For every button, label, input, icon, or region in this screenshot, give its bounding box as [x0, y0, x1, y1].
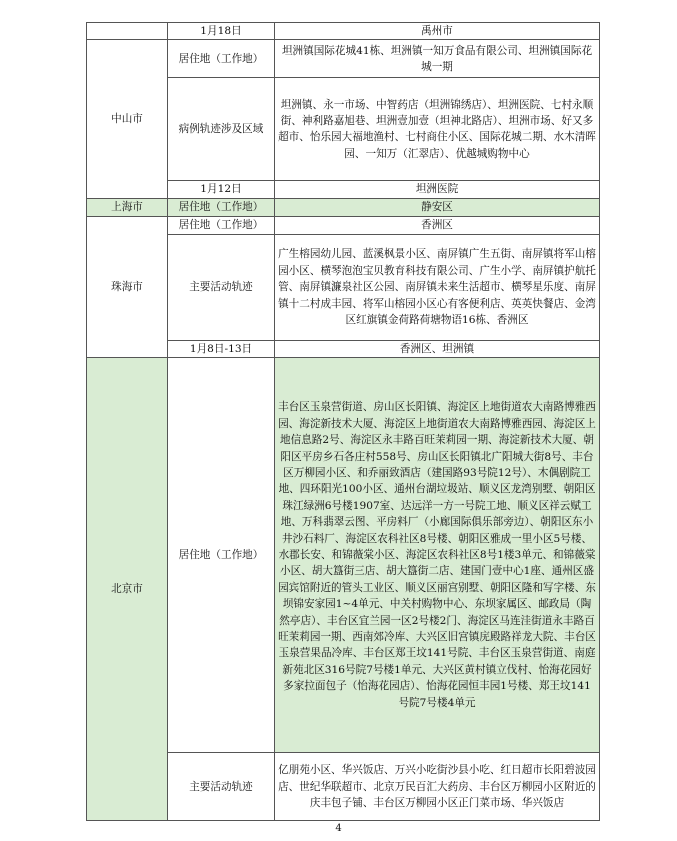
table-row: [87, 358, 600, 753]
place-cell: 坦洲医院: [275, 181, 600, 198]
category-cell: 病例轨迹涉及区域: [168, 78, 275, 181]
page-number: 4: [335, 823, 342, 834]
category-cell: 主要活动轨迹: [168, 234, 275, 340]
detail-cell: 坦洲镇、永一市场、中智药店（坦洲锦绣店）、坦洲医院、七村永顺街、神利路嘉旭巷、坦洲壹加壹（坦神北路店）、坦洲市场、好又多超市、怡乐园大福地渔村、七村商住小区、国际花城二期、水木清晖园、一知万（汇翠店）、优越城购物中心: [275, 78, 600, 181]
date-cell: 1月12日: [168, 181, 275, 198]
place-cell: 香洲区、坦洲镇: [275, 340, 600, 357]
case-table: [86, 22, 600, 821]
empty-cell: [87, 23, 168, 40]
category-cell: 居住地（工作地）: [168, 198, 275, 216]
category-cell: 居住地（工作地）: [168, 358, 275, 753]
table-row: [87, 216, 600, 234]
table-row: [87, 40, 600, 78]
city-zhuhai: 珠海市: [87, 216, 168, 357]
city-beijing: 北京市: [87, 358, 168, 821]
city-shanghai: 上海市: [87, 198, 168, 216]
category-cell: 主要活动轨迹: [168, 753, 275, 821]
category-cell: 居住地（工作地）: [168, 216, 275, 234]
detail-cell: 静安区: [275, 198, 600, 216]
date-cell: 1月8日-13日: [168, 340, 275, 357]
date-cell: 1月18日: [168, 23, 275, 40]
detail-cell: 坦洲镇国际花城41栋、坦洲镇一知万食品有限公司、坦洲镇国际花城一期: [275, 40, 600, 78]
city-zhongshan: 中山市: [87, 40, 168, 198]
place-cell: 禹州市: [275, 23, 600, 40]
table-row-highlight: [87, 198, 600, 216]
detail-cell: 香洲区: [275, 216, 600, 234]
category-cell: 居住地（工作地）: [168, 40, 275, 78]
detail-cell: 广生榕园幼儿园、蓝溪枫景小区、南屏镇广生五街、南屏镇将军山榕园小区、横琴泡泡宝贝教育科技有限公司、广生小学、南屏镇护航托管、南屏镇濂泉社区公园、南屏镇未来生活超市、横琴星乐度、南屏镇十二村成丰园、将军山榕园小区心有客便利店、英英快餐店、金湾区红旗镇金荷路荷塘物语16栋、香洲区: [275, 234, 600, 340]
detail-cell: 丰台区玉泉营街道、房山区长阳镇、海淀区上地街道农大南路博雅西园、海淀新技术大厦、海淀区上地街道农大南路博雅西园、海淀区上地信息路2号、海淀区永丰路百旺茉莉园一期、海淀新技术大厦、朝阳区平房乡石各庄村558号、房山区长阳镇北广阳城大街8号、丰台区万柳园小区、和乔丽致酒店（建国路93号院12号）、木偶剧院工地、四环阳光100小区、通州台湖垃圾站、顺义区龙湾别墅、朝阳区珠江绿洲6号楼1907室、达远洋一方一号院工地、顺义区祥云赋工地、万科翡翠云图、平房料厂（小廊国际俱乐部旁边）、朝阳区东小井沙石料厂、海淀区农科社区8号楼、朝阳区雅成一里小区5号楼、水郡长安、和锦薇棠小区、海淀区农科社区8号1楼3单元、和锦薇棠小区、胡大簋街三店、胡大簋街二店、建国门壹中心1座、通州区盛园宾馆附近的管头工业区、顺义区丽宫别墅、朝阳区隆和写字楼、东坝锦安家园1~4单元、中关村购物中心、东坝家属区、邮政局（陶然亭店）、丰台区宜兰园一区2号楼2门、海淀区马连洼街道永丰路百旺茉莉园一期、西南郊冷库、大兴区旧宫镇庑殿路祥龙大院、丰台区玉泉营果品冷库、丰台区郑王坟141号院、丰台区玉泉营街道、南庭新苑北区316号院7号楼1单元、大兴区黄村镇立伐村、怡海花园好多家拉面包子（怡海花园店）、怡海花园恒丰园1号楼、郑王坟141号院7号楼4单元: [275, 358, 600, 753]
detail-cell: 亿朋苑小区、华兴饭店、万兴小吃街沙县小吃、红日超市长阳碧波园店、世纪华联超市、北京万民百汇大药房、丰台区万柳园小区附近的庆丰包子铺、丰台区万柳园小区正门菜市场、华兴饭店: [275, 753, 600, 821]
table-row: [87, 23, 600, 40]
